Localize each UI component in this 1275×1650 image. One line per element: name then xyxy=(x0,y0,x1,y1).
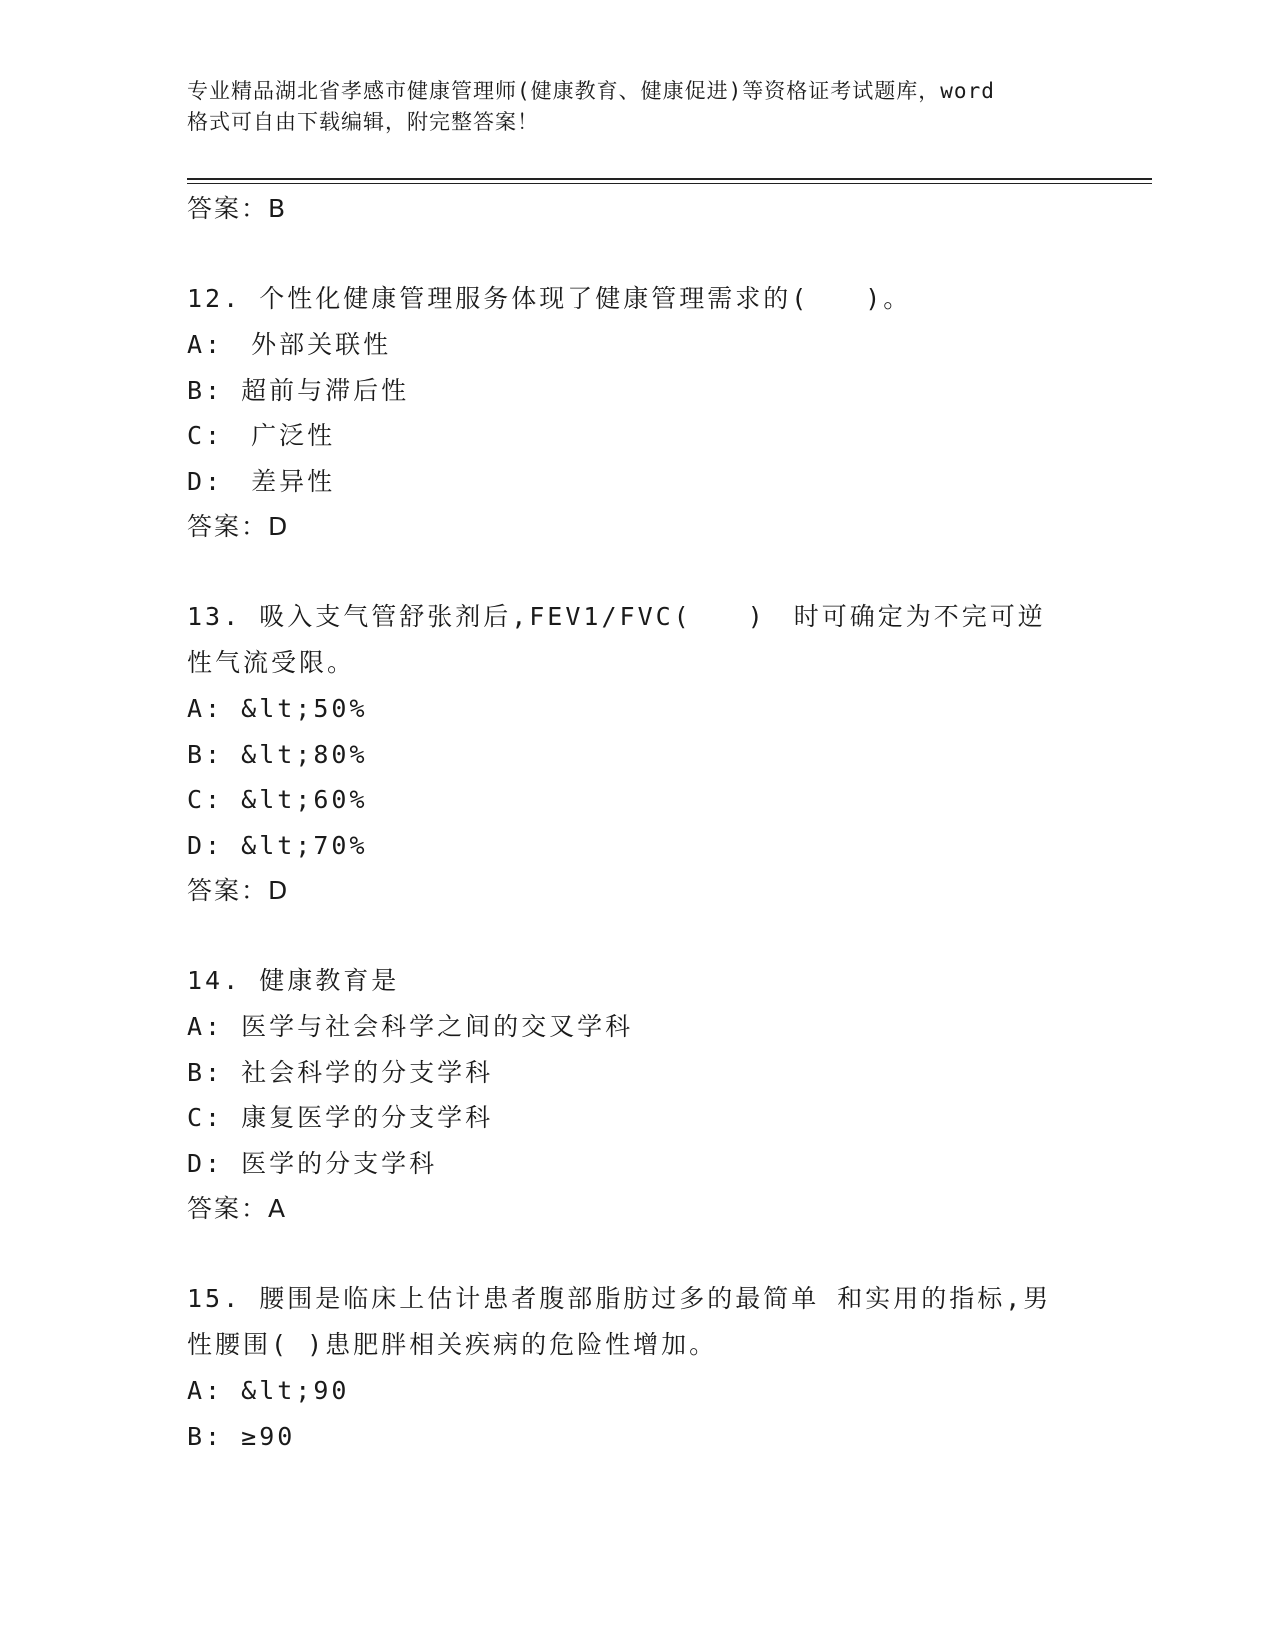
question-13 xyxy=(187,594,1087,914)
option-b: B: &lt;80% xyxy=(187,739,368,769)
header-line-2: 格式可自由下载编辑，附完整答案！ xyxy=(187,110,539,134)
answer: 答案：D xyxy=(187,876,290,905)
document-header xyxy=(187,76,1087,138)
option-a: A: 医学与社会科学之间的交叉学科 xyxy=(187,1012,634,1041)
question-text: 12. 个性化健康管理服务体现了健康管理需求的( )。 xyxy=(187,284,912,313)
option-d: D: 医学的分支学科 xyxy=(187,1148,438,1178)
question-text: 14. 健康教育是 xyxy=(187,966,400,995)
option-a: A: 外部关联性 xyxy=(187,330,392,359)
option-c: C: &lt;60% xyxy=(187,785,368,814)
header-line-1: 专业精品湖北省孝感市健康管理师(健康教育、健康促进)等资格证考试题库，word xyxy=(187,79,995,103)
option-c: C: 广泛性 xyxy=(187,421,336,450)
question-14 xyxy=(187,958,1087,1232)
question-text: 15. 腰围是临床上估计患者腹部脂肪过多的最简单 和实用的指标,男性腰围( )患肥胖相关疾病的危险性增加。 xyxy=(187,1284,1052,1359)
answer: 答案：D xyxy=(187,512,290,541)
question-15 xyxy=(187,1276,1087,1459)
answer: 答案：A xyxy=(187,1194,288,1223)
option-d: D: 差异性 xyxy=(187,466,336,496)
option-b: B: ≥90 xyxy=(187,1421,296,1451)
option-d: D: &lt;70% xyxy=(187,830,368,860)
question-12 xyxy=(187,276,1087,550)
header-divider-bottom xyxy=(187,183,1152,184)
option-a: A: &lt;90 xyxy=(187,1376,350,1405)
option-b: B: 超前与滞后性 xyxy=(187,375,410,405)
option-b: B: 社会科学的分支学科 xyxy=(187,1057,494,1087)
header-divider-top xyxy=(187,178,1152,180)
question-list xyxy=(187,186,1087,1459)
previous-answer: 答案：B xyxy=(187,194,288,223)
option-a: A: &lt;50% xyxy=(187,694,368,723)
option-c: C: 康复医学的分支学科 xyxy=(187,1103,494,1132)
question-text: 13. 吸入支气管舒张剂后,FEV1/FVC( ) 时可确定为不完可逆性气流受限。 xyxy=(187,602,1046,677)
